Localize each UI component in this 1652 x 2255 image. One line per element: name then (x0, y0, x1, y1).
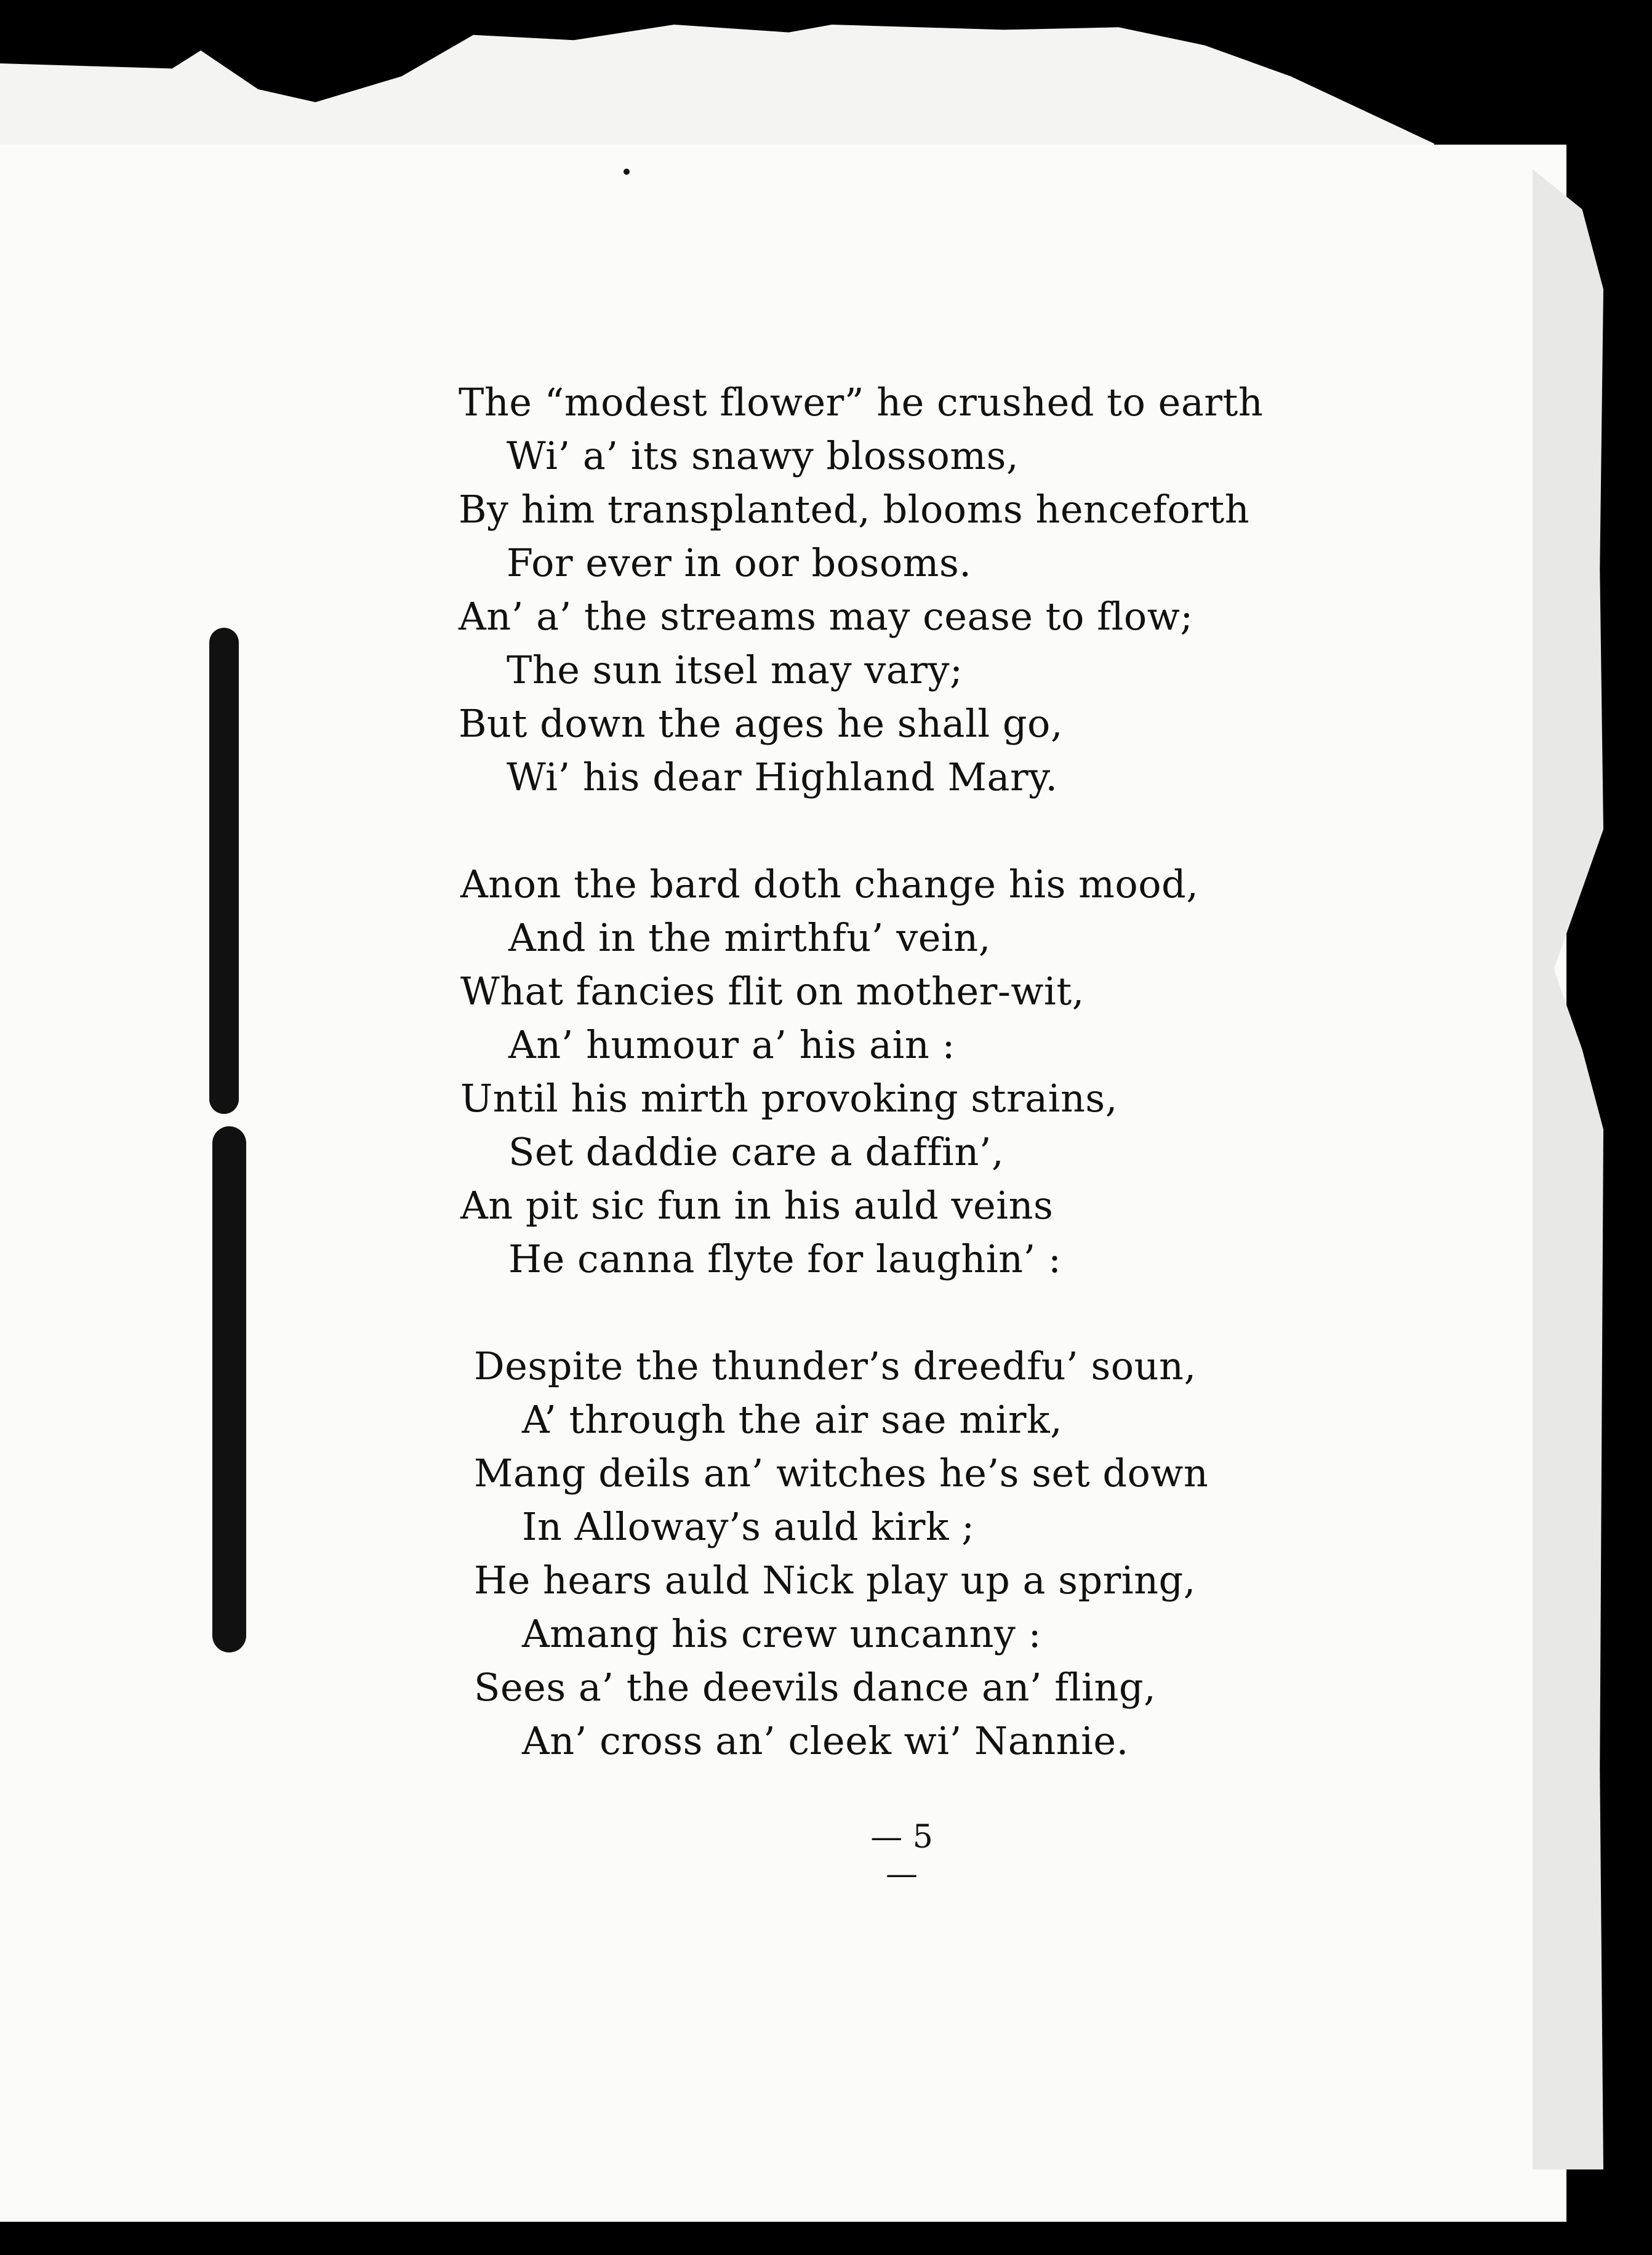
poem-line: Mang deils an’ witches he’s set down (474, 1451, 1209, 1496)
poem-line: The sun itsel may vary; (507, 647, 963, 692)
stanza-break (459, 804, 1320, 857)
stanza (459, 375, 1320, 804)
poem-line: An’ humour a’ his ain : (508, 1022, 955, 1067)
poem-line: He hears auld Nick play up a spring, (474, 1558, 1196, 1603)
page-edge-right (1533, 169, 1603, 2169)
binding-stitch-lower (212, 1126, 246, 1652)
stanza (474, 1339, 1320, 1768)
poem-line: The “modest flower” he crushed to earth (459, 380, 1264, 425)
poem-line: Anon the bard doth change his mood, (460, 862, 1199, 907)
poem-line: Despite the thunder’s dreedfu’ soun, (474, 1344, 1197, 1388)
poem-line: An pit sic fun in his auld veins (460, 1183, 1054, 1228)
poem-line: In Alloway’s auld kirk ; (522, 1504, 975, 1549)
binding-stitch-upper (209, 628, 239, 1114)
poem-line: Wi’ his dear Highland Mary. (507, 755, 1058, 799)
poem-line: He canna flyte for laughin’ : (508, 1236, 1062, 1281)
poem-line: And in the mirthfu’ vein, (508, 915, 991, 960)
stanza-break (459, 1286, 1320, 1339)
poem-body (459, 375, 1320, 1768)
poem-line: An’ a’ the streams may cease to flow; (459, 594, 1193, 639)
poem-line: By him transplanted, blooms henceforth (459, 487, 1250, 532)
poem-line: But down the ages he shall go, (459, 701, 1064, 746)
poem-line: An’ cross an’ cleek wi’ Nannie. (522, 1718, 1129, 1763)
poem-line: A’ through the air sae mirk, (522, 1397, 1063, 1442)
stanza (460, 857, 1320, 1286)
poem-line: What fancies flit on mother-wit, (460, 969, 1085, 1014)
poem-line: For ever in oor bosoms. (507, 540, 972, 585)
poem-line: Until his mirth provoking strains, (460, 1076, 1118, 1121)
page-number: — 5 — (870, 1819, 933, 1893)
poem-line: Sees a’ the deevils dance an’ fling, (474, 1665, 1157, 1710)
printer-mark (624, 169, 630, 175)
poem-line: Wi’ a’ its snawy blossoms, (507, 433, 1019, 478)
poem-line: Set daddie care a daffin’, (508, 1129, 1004, 1174)
poem-line: Amang his crew uncanny : (522, 1611, 1042, 1656)
